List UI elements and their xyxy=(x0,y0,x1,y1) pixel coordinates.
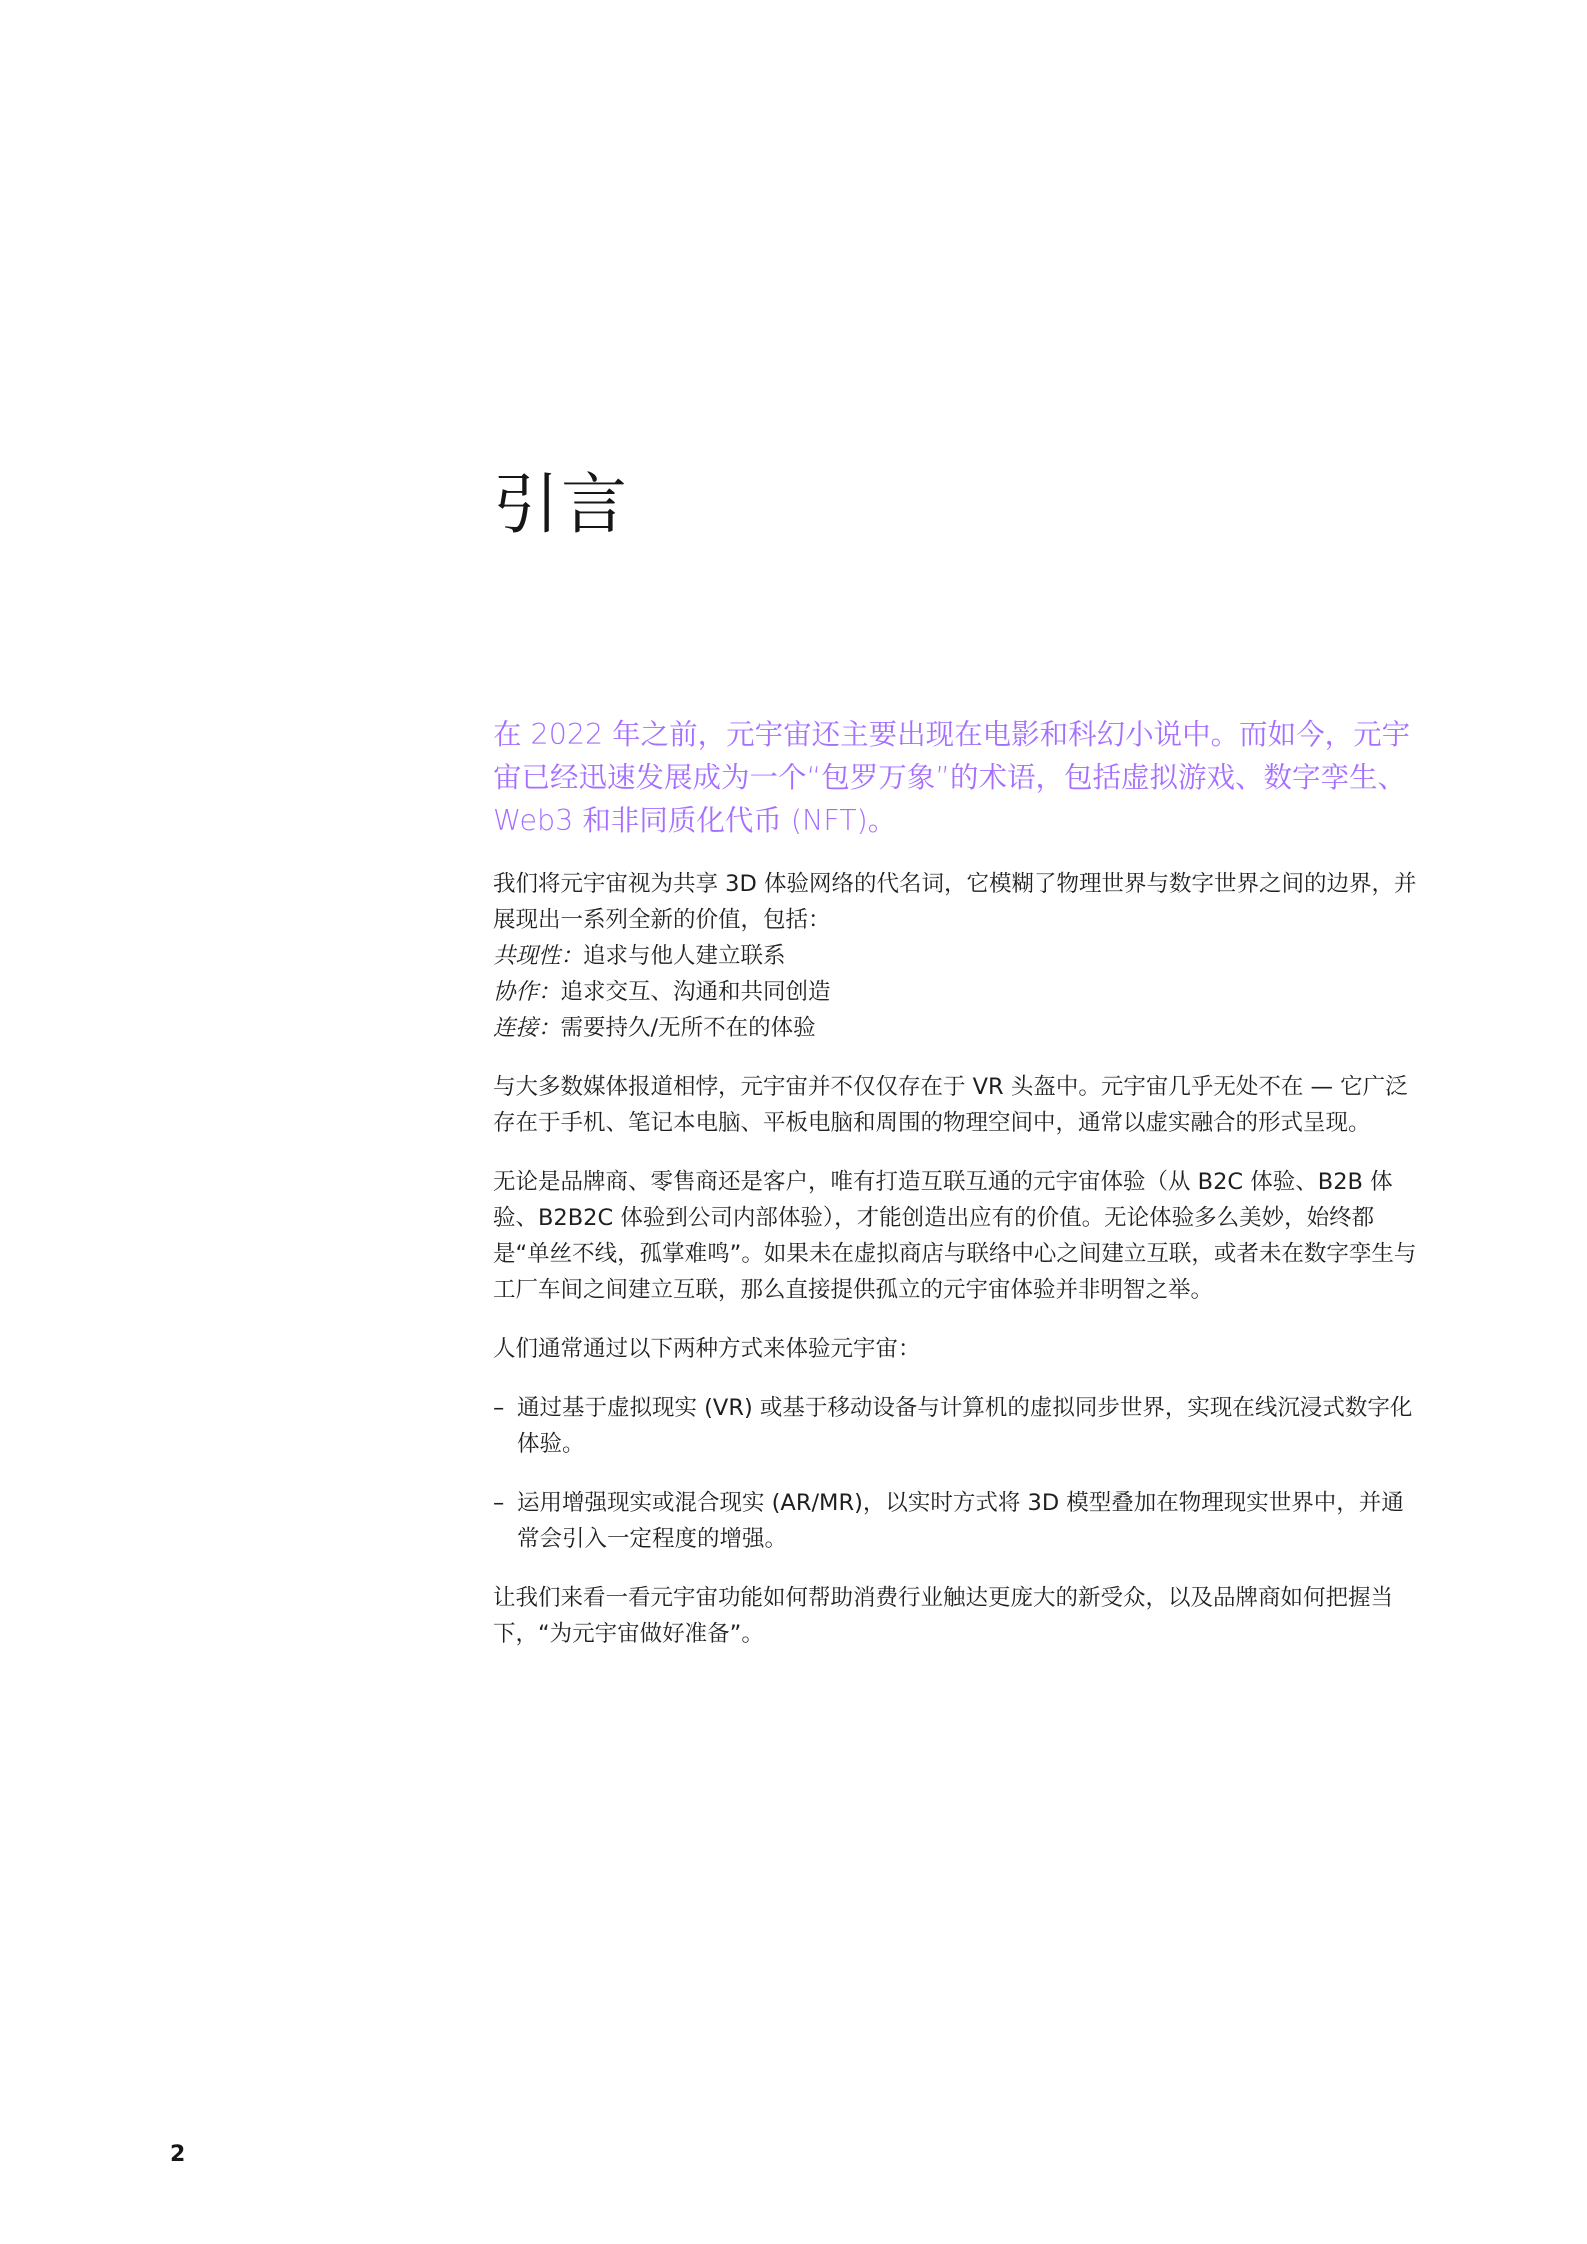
value-term: 连接： xyxy=(493,1015,561,1041)
body-text xyxy=(493,866,1423,1652)
list-item xyxy=(493,1485,1423,1557)
experience-ways-list xyxy=(493,1390,1423,1557)
page-number: 2 xyxy=(170,2142,186,2167)
page-title: 引言 xyxy=(493,466,629,543)
value-desc: 追求交互、沟通和共同创造 xyxy=(560,979,831,1005)
list-item-text: 运用增强现实或混合现实 (AR/MR)，以实时方式将 3D 模型叠加在物理现实世界中，并通常会引入一定程度的增强。 xyxy=(517,1490,1404,1552)
dash-bullet-icon: – xyxy=(493,1490,505,1516)
value-item-connection xyxy=(493,1010,1423,1046)
list-item xyxy=(493,1390,1423,1462)
dash-bullet-icon: – xyxy=(493,1395,505,1421)
value-desc: 需要持久/无所不在的体验 xyxy=(560,1015,816,1041)
list-item-text: 通过基于虚拟现实 (VR) 或基于移动设备与计算机的虚拟同步世界，实现在线沉浸式数字化体验。 xyxy=(517,1395,1413,1457)
value-item-collaboration xyxy=(493,974,1423,1010)
ways-paragraph: 人们通常通过以下两种方式来体验元宇宙： xyxy=(493,1336,921,1362)
value-term: 协作： xyxy=(493,979,561,1005)
lead-paragraph: 在 2022 年之前，元宇宙还主要出现在电影和科幻小说中。而如今，元宇宙已经迅速发展成为一个“包罗万象”的术语，包括虚拟游戏、数字孪生、Web3 和非同质化代币 (NFT)。 xyxy=(493,718,1411,837)
intro-paragraph: 我们将元宇宙视为共享 3D 体验网络的代名词，它模糊了物理世界与数字世界之间的边界，并展现出一系列全新的价值，包括： xyxy=(493,871,1417,933)
value-item-copresence xyxy=(493,938,1423,974)
main-content xyxy=(493,465,1423,1652)
interop-paragraph: 无论是品牌商、零售商还是客户，唯有打造互联互通的元宇宙体验（从 B2C 体验、B2B 体验、B2B2C 体验到公司内部体验），才能创造出应有的价值。无论体验多么美妙，始终都是“单丝不线，孤掌难鸣”。如果未在虚拟商店与联络中心之间建立互联，或者未在数字孪生与工厂车间之间建立互联，那么直接提供孤立的元宇宙体验并非明智之举。 xyxy=(493,1169,1417,1303)
value-term: 共现性： xyxy=(493,943,584,969)
media-paragraph: 与大多数媒体报道相悖，元宇宙并不仅仅存在于 VR 头盔中。元宇宙几乎无处不在 — 它广泛存在于手机、笔记本电脑、平板电脑和周围的物理空间中，通常以虚实融合的形式呈现。 xyxy=(493,1074,1408,1136)
closing-paragraph: 让我们来看一看元宇宙功能如何帮助消费行业触达更庞大的新受众，以及品牌商如何把握当下，“为元宇宙做好准备”。 xyxy=(493,1585,1394,1647)
value-desc: 追求与他人建立联系 xyxy=(583,943,786,969)
